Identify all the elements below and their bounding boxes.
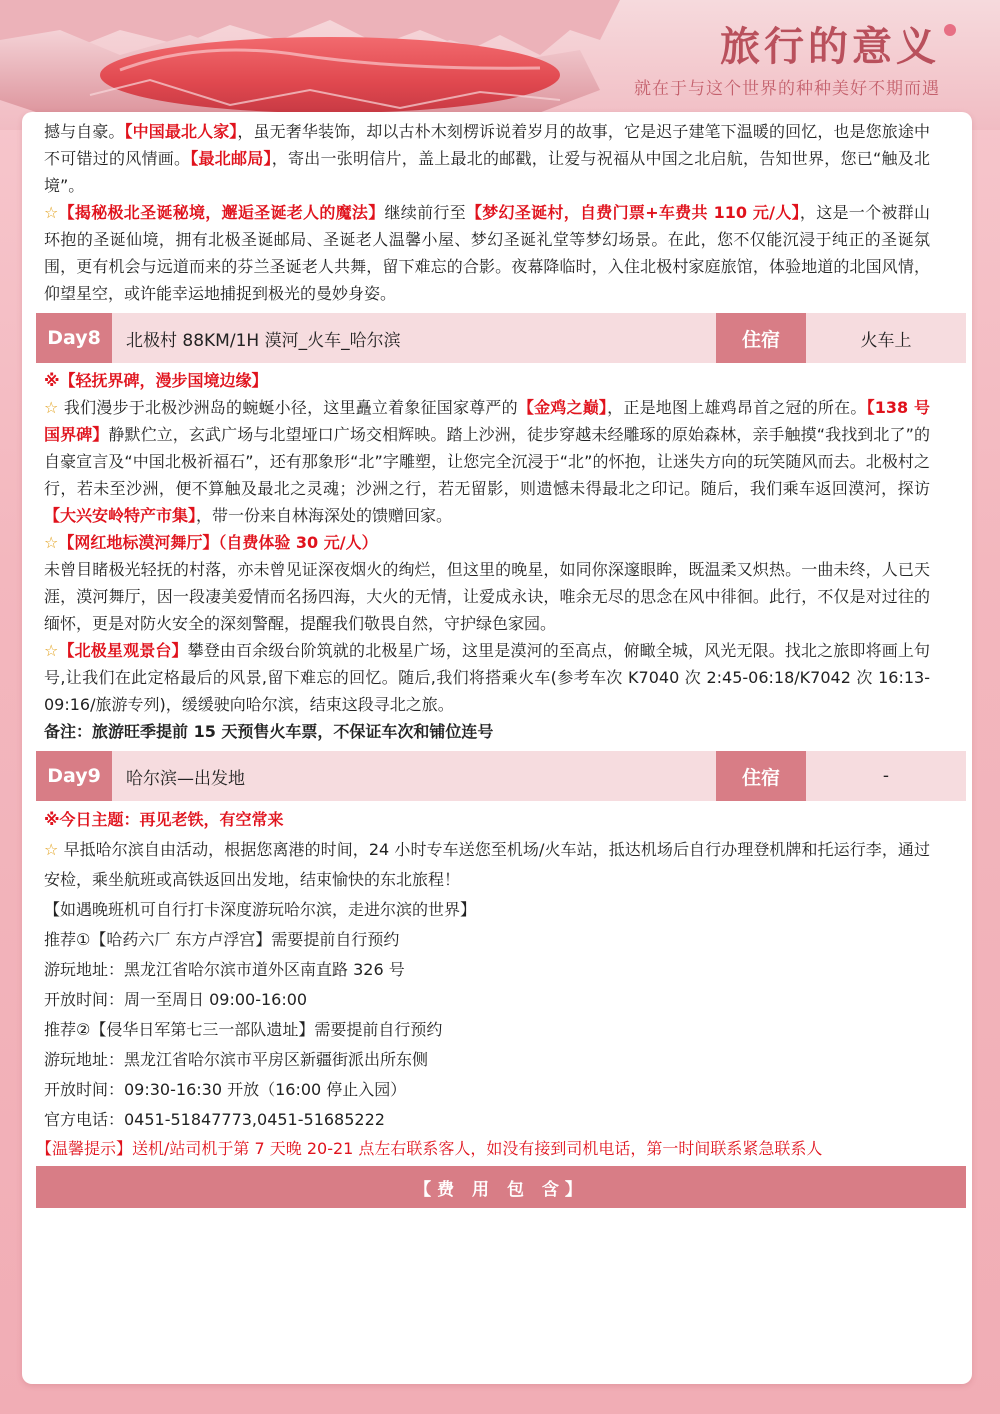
header-banner xyxy=(0,0,1000,130)
highlight-northernmost-post-office: 【最北邮局】 xyxy=(190,149,272,168)
day8-section-3 xyxy=(22,637,942,718)
brand-subtitle: 就在于与这个世界的种种美好不期而遇 xyxy=(634,79,940,99)
star-icon: ☆ xyxy=(44,398,59,417)
day8-route: 北极村 88KM/1H 漠河_火车_哈尔滨 xyxy=(126,330,401,351)
day8-tag: Day8 xyxy=(36,313,112,363)
text: 攀登由百余级台阶筑就的北极星广场，这里是漠河的至高点，俯瞰全城，风光无限。找北之旅即将画上句号,让我们在此定格最后的风景,留下难忘的回忆。随后,我们将搭乘火车(参考车次 K7040 次 2:45-06:18/K7042 次 16:13-09:16/旅游专列)，缓缓驶向哈尔滨，结束这段寻北之旅。 xyxy=(44,641,930,714)
day8-note: 备注：旅游旺季提前 15 天预售火车票，不保证车次和铺位连号 xyxy=(44,722,494,741)
day9-info-line: 官方电话：0451-51847773,0451-51685222 xyxy=(44,1110,385,1129)
text: 撼与自豪。 xyxy=(44,122,125,141)
text: 我们漫步于北极沙洲岛的蜿蜒小径，这里矗立着象征国家尊严的 xyxy=(63,398,518,417)
day9-section-1 xyxy=(22,835,942,895)
highlight-christmas-secret: 【揭秘极北圣诞秘境，邂逅圣诞老人的魔法】 xyxy=(58,203,385,222)
intro-paragraph-1 xyxy=(22,118,942,199)
text: ，这是一个被群山环抱的圣诞仙境，拥有北极圣诞邮局、圣诞老人温馨小屋、梦幻圣诞礼堂等梦幻场景。在此，您不仅能沉浸于纯正的圣诞氛围，更有机会与远道而来的芬兰圣诞老人共舞，留下难忘的合影。夜幕降临时，入住北极村家庭旅馆，体验地道的北国风情，仰望星空，或许能幸运地捕捉到极光的曼妙身姿。 xyxy=(44,203,930,303)
brand-title: 旅行的意义 xyxy=(720,24,940,70)
day8-lodging-value: 火车上 xyxy=(860,330,912,351)
day9-info-line: 【如遇晚班机可自行打卡深度游玩哈尔滨，走进尔滨的世界】 xyxy=(44,900,477,919)
day9-info-line: 游玩地址：黑龙江省哈尔滨市道外区南直路 326 号 xyxy=(44,960,405,979)
highlight-polaris-viewpoint: 【北极星观景台】 xyxy=(58,641,188,660)
highlight-christmas-village: 【梦幻圣诞村，自费门票+车费共 110 元/人】 xyxy=(465,203,800,222)
star-icon: ☆ xyxy=(44,840,59,859)
text: 早抵哈尔滨自由活动，根据您离港的时间，24 小时专车送您至机场/火车站，抵达机场后自行办理登机牌和托运行李，通过安检，乘坐航班或高铁返回出发地，结束愉快的东北旅程！ xyxy=(44,840,930,889)
day8-theme: ※【轻抚界碑，漫步国境边缘】 xyxy=(44,371,268,390)
highlight-mohe-dance-hall: 【网红地标漠河舞厅】（自费体验 30 元/人） xyxy=(58,533,378,552)
brand xyxy=(634,24,940,99)
day9-info-line: 推荐①【哈药六厂 东方卢浮宫】需要提前自行预约 xyxy=(44,930,400,949)
star-icon: ☆ xyxy=(44,533,59,552)
day8-header xyxy=(36,313,966,363)
day8-section-1 xyxy=(22,394,942,529)
day8-section-2 xyxy=(22,529,942,637)
star-icon: ☆ xyxy=(44,641,59,660)
day9-tag: Day9 xyxy=(36,751,112,801)
highlight-boundary-marker: 【138 号国界碑】 xyxy=(44,398,930,444)
day9-route: 哈尔滨—出发地 xyxy=(126,768,245,789)
text: ，正是地图上雄鸡昂首之冠的所在。 xyxy=(607,398,867,417)
highlight-northernmost-home: 【中国最北人家】 xyxy=(124,122,238,141)
text: 未曾目睹极光轻抚的村落，亦未曾见证深夜烟火的绚烂，但这里的晚星，如同你深邃眼眸，既温柔又炽热。一曲未终，人已天涯，漠河舞厅，因一段凄美爱情而名扬四海，大火的无情，让爱成永诀，唯余无尽的思念在风中徘徊。此行，不仅是对过往的缅怀，更是对防火安全的深刻警醒，提醒我们敬畏自然，守护绿色家园。 xyxy=(44,560,930,633)
fees-included-bar: 【费 用 包 含】 xyxy=(36,1166,966,1208)
day8-lodging-label: 住宿 xyxy=(716,313,806,363)
highlight-specialty-market: 【大兴安岭特产市集】 xyxy=(44,506,197,525)
text: 继续前行至 xyxy=(384,203,466,222)
day9-info-line: 推荐②【侵华日军第七三一部队遗址】需要提前自行预约 xyxy=(44,1020,443,1039)
day9-lodging-label: 住宿 xyxy=(716,751,806,801)
day9-header xyxy=(36,751,966,801)
highlight-golden-rooster: 【金鸡之巅】 xyxy=(517,398,608,417)
itinerary-content xyxy=(22,118,942,1208)
day9-info-line: 开放时间：周一至周日 09:00-16:00 xyxy=(44,990,308,1009)
day9-warm-tip: 【温馨提示】送机/站司机于第 7 天晚 20-21 点左右联系客人，如没有接到司机电话，第一时间联系紧急联系人 xyxy=(36,1139,823,1158)
text: ，寄出一张明信片，盖上最北的邮戳，让爱与祝福从中国之北启航，告知世界，您已“触及北境”。 xyxy=(44,149,930,195)
brand-dot-icon xyxy=(944,24,956,36)
text: 静默伫立，玄武广场与北望垭口广场交相辉映。踏上沙洲，徒步穿越未经雕琢的原始森林，亲手触摸“我找到北了”的自豪宣言及“中国北极祈福石”，还有那象形“北”字雕塑，让您完全沉浸于“北”的怀抱，让迷失方向的玩笑随风而去。北极村之行，若未至沙洲，便不算触及最北之灵魂；沙洲之行，若无留影，则遗憾未得最北之印记。随后，我们乘车返回漠河，探访 xyxy=(44,425,930,498)
text: ，虽无奢华装饰，却以古朴木刻楞诉说着岁月的故事，它是迟子建笔下温暖的回忆，也是您旅途中不可错过的风情画。 xyxy=(44,122,930,168)
day9-theme: ※今日主题：再见老铁，有空常来 xyxy=(44,810,284,829)
day9-info-line: 开放时间：09:30-16:30 开放（16:00 停止入园） xyxy=(44,1080,407,1099)
star-icon: ☆ xyxy=(44,203,59,222)
day9-lodging-value: - xyxy=(882,766,890,786)
text: ，带一份来自林海深处的馈赠回家。 xyxy=(196,506,453,525)
intro-paragraph-2 xyxy=(22,199,942,307)
day9-info-line: 游玩地址：黑龙江省哈尔滨市平房区新疆街派出所东侧 xyxy=(44,1050,429,1069)
